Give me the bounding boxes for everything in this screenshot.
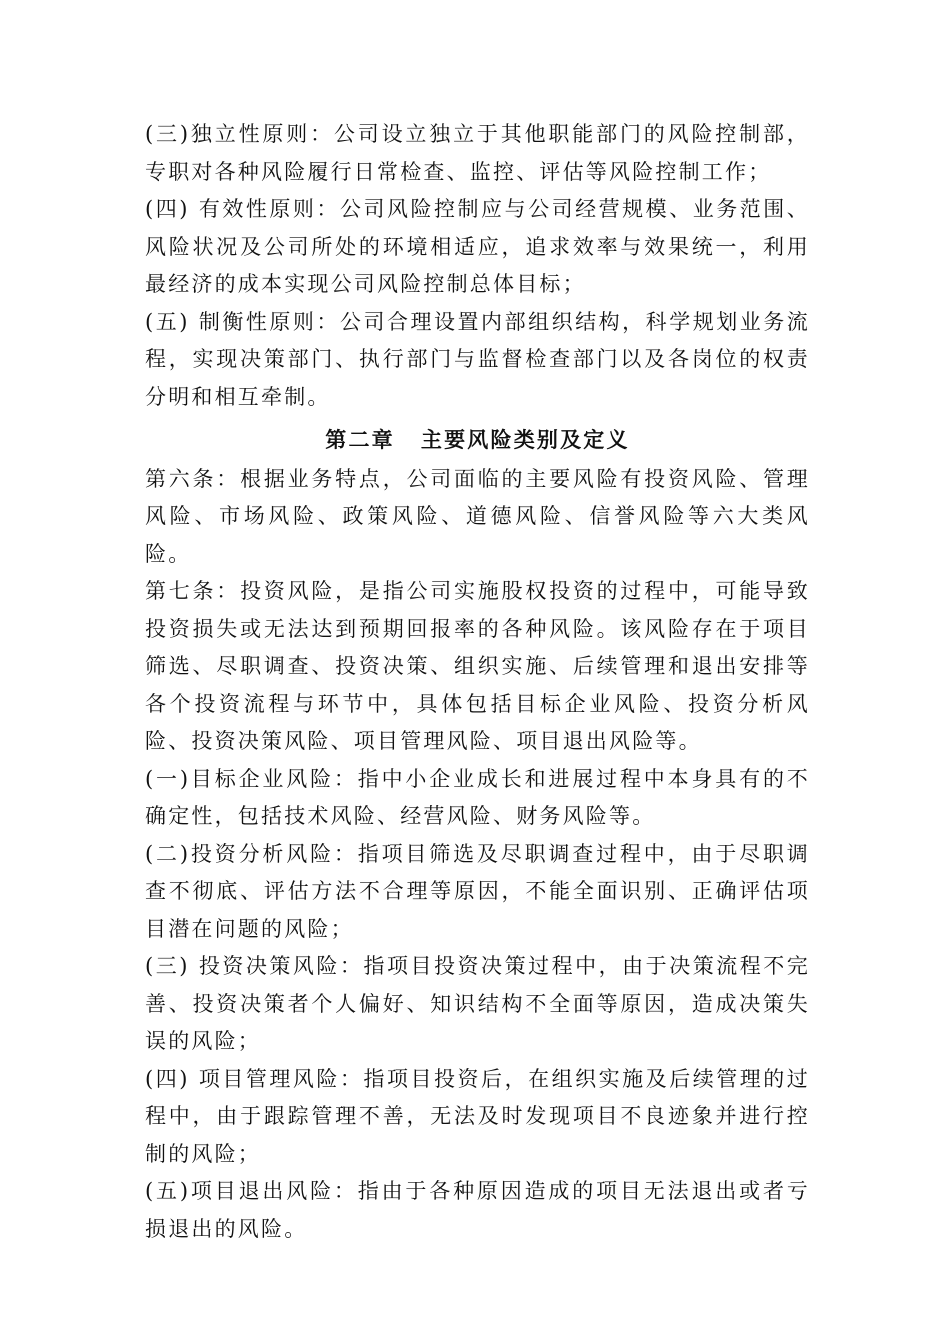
item-investment-analysis-risk: (二)投资分析风险：指项目筛选及尽职调查过程中，由于尽职调查不彻底、评估方法不合理等原因，不能全面识别、正确评估项目潜在问题的风险； [145,841,810,941]
item-project-exit-risk: (五)项目退出风险：指由于各种原因造成的项目无法退出或者亏损退出的风险。 [145,1179,810,1241]
chapter-heading [145,416,810,461]
article-6: 第六条：根据业务特点，公司面临的主要风险有投资风险、管理风险、市场风险、政策风险、道德风险、信誉风险等六大类风险。 [145,466,810,566]
item-target-enterprise-risk: (一)目标企业风险：指中小企业成长和进展过程中本身具有的不确定性，包括技术风险、经营风险、财务风险等。 [145,766,810,828]
paragraph-independence-principle: (三)独立性原则：公司设立独立于其他职能部门的风险控制部，专职对各种风险履行日常检查、监控、评估等风险控制工作； [145,122,810,184]
paragraph-checks-balances-principle: (五) 制衡性原则：公司合理设置内部组织结构，科学规划业务流程，实现决策部门、执行部门与监督检查部门以及各岗位的权责分明和相互牵制。 [145,309,810,409]
item-project-management-risk: (四) 项目管理风险：指项目投资后，在组织实施及后续管理的过程中，由于跟踪管理不善，无法及时发现项目不良迹象并进行控制的风险； [145,1066,810,1166]
paragraph-effectiveness-principle: (四) 有效性原则：公司风险控制应与公司经营规模、业务范围、风险状况及公司所处的环境相适应，追求效率与效果统一，利用最经济的成本实现公司风险控制总体目标； [145,197,810,296]
chapter-number: 第二章 [325,427,395,452]
article-7: 第七条：投资风险，是指公司实施股权投资的过程中，可能导致投资损失或无法达到预期回报率的各种风险。该风险存在于项目筛选、尽职调查、投资决策、组织实施、后续管理和退出安排等各个投资流程与环节中，具体包括目标企业风险、投资分析风险、投资决策风险、项目管理风险、项目退出风险等。 [145,579,810,753]
chapter-title: 主要风险类别及定义 [420,427,630,452]
document-body [145,116,810,1248]
item-investment-decision-risk: (三) 投资决策风险：指项目投资决策过程中，由于决策流程不完善、投资决策者个人偏好、知识结构不全面等原因，造成决策失误的风险； [145,954,810,1053]
